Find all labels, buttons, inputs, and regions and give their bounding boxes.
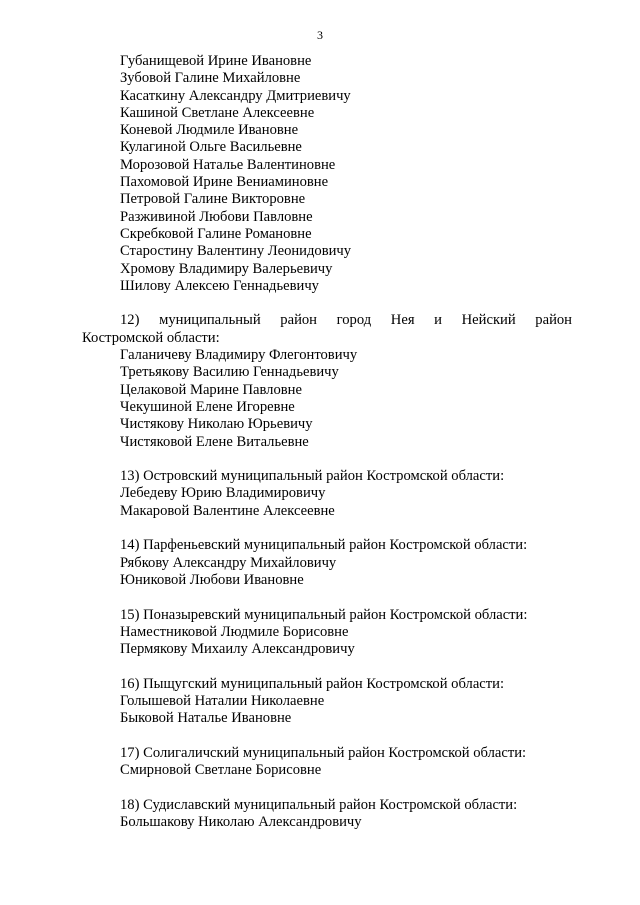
district-heading-line-1: 12) муниципальный район город Нея и Нейский район: [120, 312, 572, 329]
list-item: Голышевой Наталии Николаевне: [120, 692, 325, 709]
list-item: Юниковой Любови Ивановне: [120, 571, 304, 588]
list-item: Кашиной Светлане Алексеевне: [120, 104, 315, 121]
district-heading: 17) Солигаличский муниципальный район Костромской области:: [120, 744, 527, 761]
list-item: Макаровой Валентине Алексеевне: [120, 502, 335, 519]
list-item: Пермякову Михаилу Александровичу: [120, 641, 355, 658]
list-item: Целаковой Марине Павловне: [120, 381, 302, 398]
list-item: Старостину Валентину Леонидовичу: [120, 243, 352, 260]
list-item: Быковой Наталье Ивановне: [120, 710, 292, 727]
list-item: Морозовой Наталье Валентиновне: [120, 156, 336, 173]
continuation-name-list: [82, 53, 572, 295]
document-body: [82, 53, 572, 831]
list-item: Разживиной Любови Павловне: [120, 208, 313, 225]
district-name-list: [82, 693, 572, 728]
list-item: Наместниковой Людмиле Борисовне: [120, 623, 349, 640]
list-item: Чистякову Николаю Юрьевичу: [120, 416, 313, 433]
list-item: Петровой Галине Викторовне: [120, 191, 306, 208]
district-heading: 18) Судиславский муниципальный район Костромской области:: [120, 796, 518, 813]
list-item: Зубовой Галине Михайловне: [120, 70, 301, 87]
district-heading: 13) Островский муниципальный район Костромской области:: [120, 468, 505, 485]
district-name-list: [82, 555, 572, 590]
district-section-13: [82, 468, 572, 520]
district-section-14: [82, 537, 572, 589]
district-heading-line-2: Костромской области:: [82, 329, 220, 346]
district-heading: 15) Поназыревский муниципальный район Костромской области:: [120, 606, 528, 623]
list-item: Кулагиной Ольге Васильевне: [120, 139, 302, 156]
page-number: 3: [317, 28, 323, 42]
district-section-12: [82, 312, 572, 450]
list-item: Смирновой Светлане Борисовне: [120, 762, 322, 779]
list-item: Третьякову Василию Геннадьевичу: [120, 364, 339, 381]
list-item: Большакову Николаю Александровичу: [120, 814, 362, 831]
district-name-list: [82, 624, 572, 659]
list-item: Хромову Владимиру Валерьевичу: [120, 260, 333, 277]
district-heading: 14) Парфеньевский муниципальный район Костромской области:: [120, 537, 528, 554]
list-item: Пахомовой Ирине Вениаминовне: [120, 174, 329, 191]
district-name-list: [82, 347, 572, 451]
list-item: Чистяковой Елене Витальевне: [120, 433, 309, 450]
district-section-15: [82, 607, 572, 659]
district-heading: 16) Пыщугский муниципальный район Костромской области:: [120, 675, 505, 692]
list-item: Рябкову Александру Михайловичу: [120, 554, 337, 571]
district-heading: [82, 312, 572, 347]
list-item: Галаничеву Владимиру Флегонтовичу: [120, 347, 358, 364]
district-name-list: [82, 762, 572, 779]
list-item: Шилову Алексею Геннадьевичу: [120, 277, 319, 294]
list-item: Скребковой Галине Романовне: [120, 225, 312, 242]
list-item: Касаткину Александру Дмитриевичу: [120, 87, 351, 104]
list-item: Коневой Людмиле Ивановне: [120, 122, 299, 139]
district-section-16: [82, 676, 572, 728]
district-section-17: [82, 745, 572, 780]
district-name-list: [82, 485, 572, 520]
list-item: Губанищевой Ирине Ивановне: [120, 53, 312, 69]
list-item: Чекушиной Елене Игоревне: [120, 398, 295, 415]
district-section-18: [82, 797, 572, 832]
district-name-list: [82, 814, 572, 831]
list-item: Лебедеву Юрию Владимировичу: [120, 485, 326, 502]
